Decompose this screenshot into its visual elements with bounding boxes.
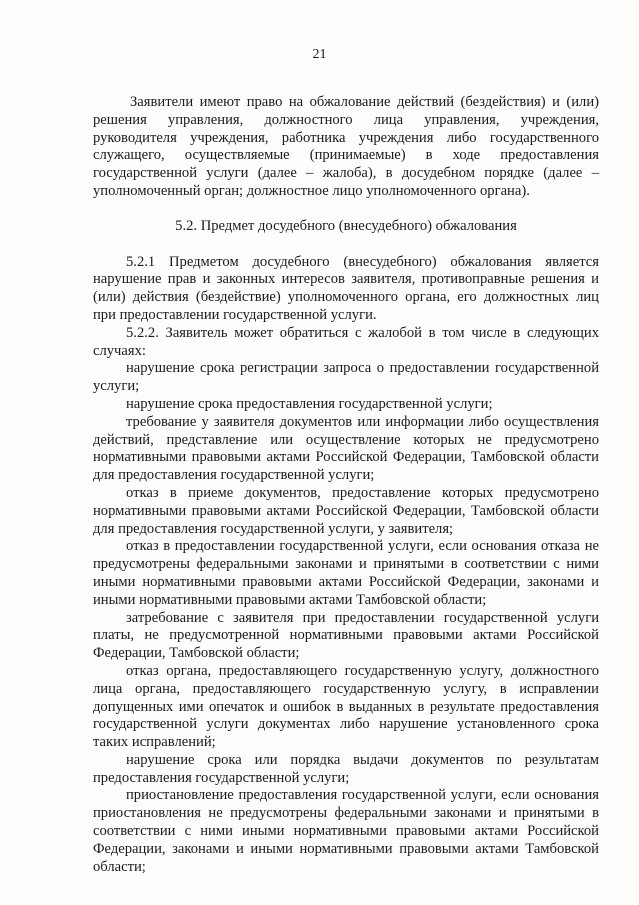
case-item-1: нарушение срока регистрации запроса о предоставлении государственной услуги; xyxy=(93,360,599,395)
page-number: 21 xyxy=(312,47,327,62)
case-item-9: приостановление предоставления государственной услуги, если основания приостановления не предусмотрены федеральными законами и принятыми в соответствии с ними иными нормативными правовыми актами Российской Федерации, законами и иными нормативными правовыми актами Тамбовской области; xyxy=(93,787,599,875)
paragraph-appeal-right: Заявители имеют право на обжалование действий (бездействия) и (или) решения управления, должностного лица управления, учреждения, руководителя учреждения, работника учреждения либо государственного служащего, осуществляемые (принимаемые) в ходе предоставления государственной услуги (далее – жалоба), в досудебном порядке (далее – уполномоченный орган; должностное лицо уполномоченного органа). xyxy=(93,94,599,199)
case-item-7: отказ органа, предоставляющего государственную услугу, должностного лица органа, предоставляющего государственную услугу, в исправлении допущенных ими опечаток и ошибок в выданных в результате предоставления государственной услуги документах либо нарушение установленного срока таких исправлений; xyxy=(93,662,599,751)
case-item-8: нарушение срока или порядка выдачи документов по результатам предоставления государственной услуги; xyxy=(93,751,599,786)
case-item-4: отказ в приеме документов, предоставление которых предусмотрено нормативными правовыми актами Российской Федерации, Тамбовской области для предоставления государственной услуги, у заявителя; xyxy=(93,484,599,537)
paragraph-5-2-2: 5.2.2. Заявитель может обратиться с жалобой в том числе в следующих случаях: xyxy=(93,324,599,359)
paragraph-5-2-1: 5.2.1 Предметом досудебного (внесудебного) обжалования является нарушение прав и законных интересов заявителя, противоправные решения и (или) действия (бездействие) уполномоченного органа, его должностных лиц при предоставлении государственной услуги. xyxy=(93,253,599,323)
case-item-5: отказ в предоставлении государственной услуги, если основания отказа не предусмотрены федеральными законами и принятыми в соответствии с ними иными нормативными правовыми актами Российской Федерации, законами и иными нормативными правовыми актами Тамбовской области; xyxy=(93,538,599,608)
case-item-6: затребование с заявителя при предоставлении государственной услуги платы, не предусмотренной нормативными правовыми актами Российской Федерации, Тамбовской области; xyxy=(93,609,599,662)
case-item-2: нарушение срока предоставления государственной услуги; xyxy=(126,395,493,412)
section-heading-5-2: 5.2. Предмет досудебного (внесудебного) обжалования xyxy=(175,217,517,234)
case-item-3: требование у заявителя документов или информации либо осуществления действий, представление или осуществление которых не предусмотрено нормативными правовыми актами Российской Федерации, Тамбовской области для предоставления государственной услуги; xyxy=(93,413,599,484)
document-body xyxy=(93,94,599,876)
